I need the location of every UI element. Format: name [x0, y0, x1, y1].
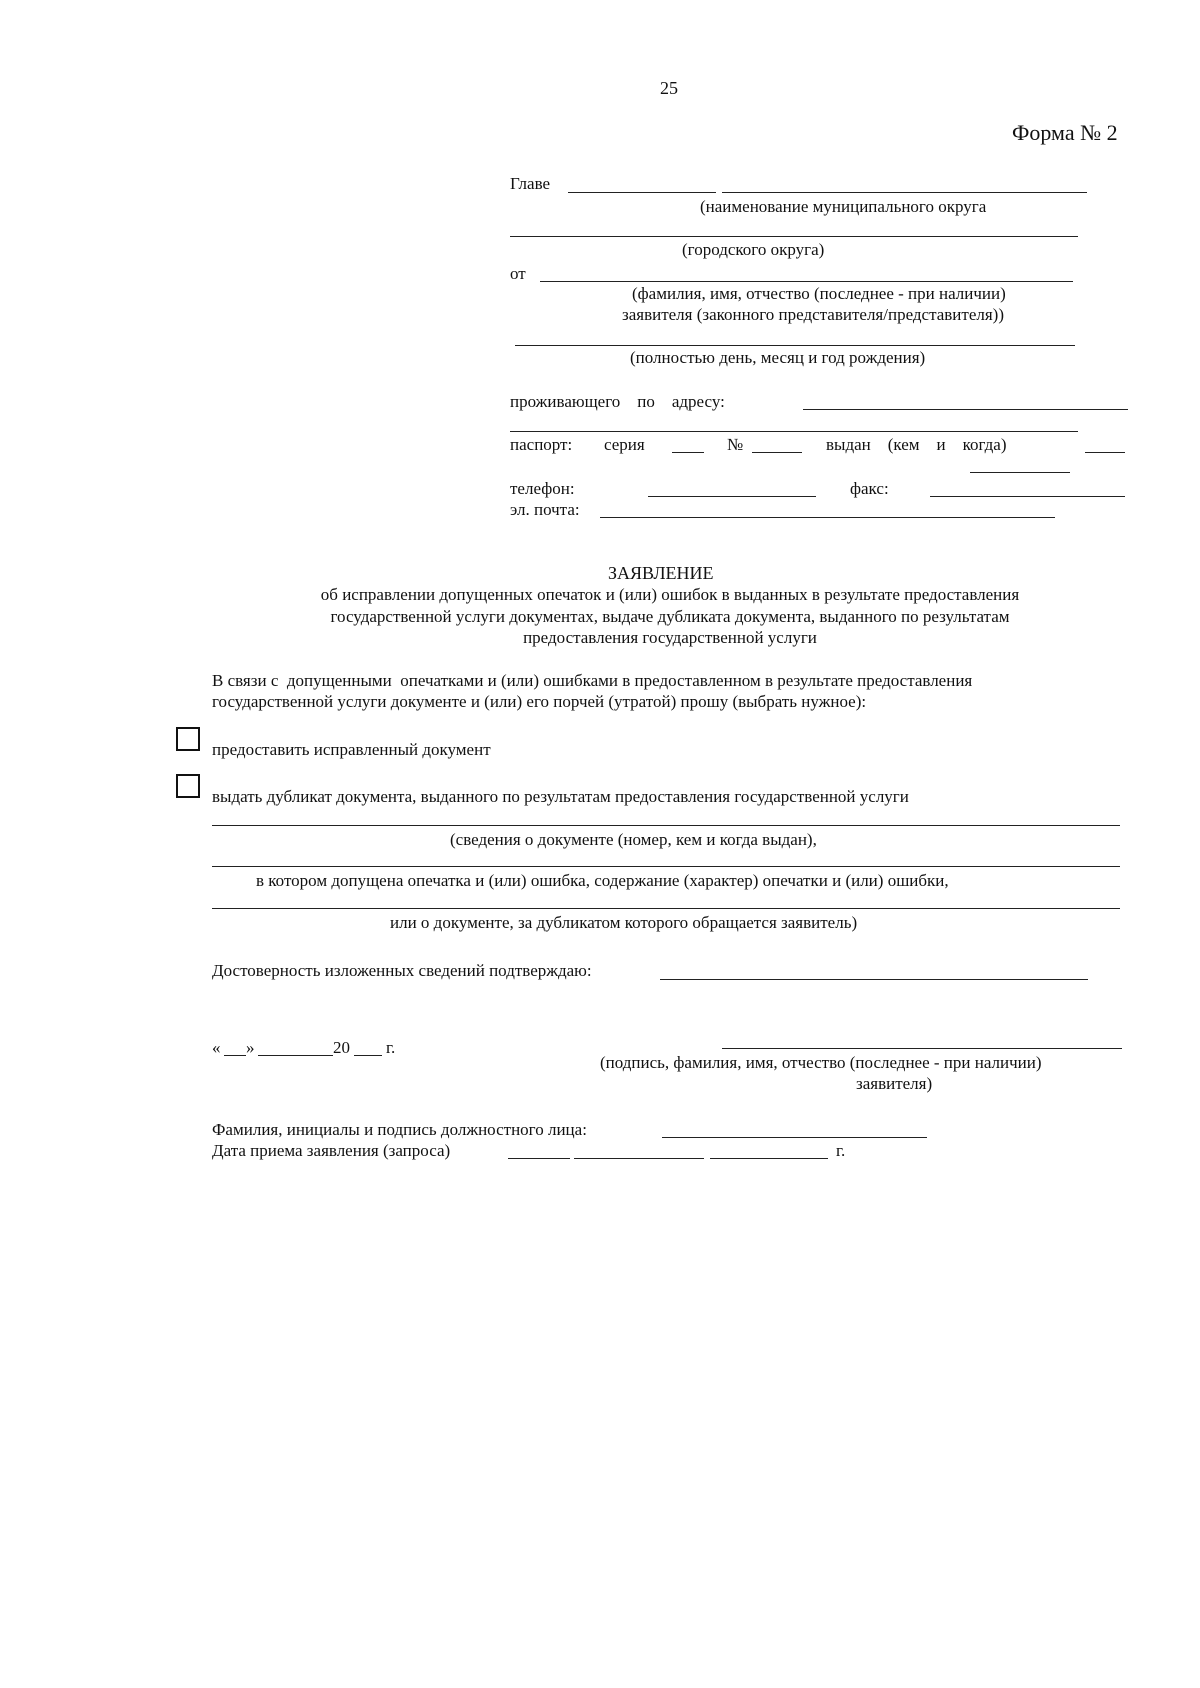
year-suffix: г. [386, 1038, 396, 1057]
receipt-date-label: Дата приема заявления (запроса) [212, 1141, 451, 1160]
birth-date-field[interactable] [515, 345, 1075, 346]
document-heading: ЗАЯВЛЕНИЕ [608, 563, 714, 583]
from-label: от [510, 264, 526, 283]
official-signature-field[interactable] [662, 1137, 927, 1138]
receipt-day-field[interactable] [508, 1158, 570, 1159]
phone-label: телефон: [510, 479, 575, 498]
applicant-signature-field[interactable] [722, 1048, 1122, 1049]
recipient-name-field[interactable] [568, 192, 716, 193]
birth-caption: (полностью день, месяц и год рождения) [630, 348, 926, 367]
doc-caption-1: (сведения о документе (номер, кем и когда выдан), [450, 830, 817, 849]
intro-line-2: государственной услуги документе и (или) его порчей (утратой) прошу (выбрать нужное): [212, 692, 867, 711]
passport-issuer-field[interactable] [1085, 452, 1125, 453]
phone-field[interactable] [648, 496, 816, 497]
municipality-field[interactable] [722, 192, 1087, 193]
city-caption: (городского округа) [682, 240, 825, 259]
date-open-quote: « [212, 1038, 221, 1057]
year-prefix: 20 [333, 1038, 350, 1057]
applicant-name-field[interactable] [540, 281, 1073, 282]
email-field[interactable] [600, 517, 1055, 518]
doc-caption-2: в котором допущена опечатка и (или) ошибка, содержание (характер) опечатки и (или) ошибки, [256, 871, 949, 890]
address-field-2[interactable] [510, 431, 1078, 432]
date-year-field[interactable] [354, 1055, 382, 1056]
document-info-field-1[interactable] [212, 825, 1120, 826]
issued-label: выдан (кем и когда) [826, 435, 1007, 454]
signature-caption-2: заявителя) [856, 1074, 933, 1093]
address-label: проживающего по адресу: [510, 392, 725, 411]
title-line-1: об исправлении допущенных опечаток и (или) ошибок в выданных в результате предоставления [320, 585, 1020, 604]
receipt-month-field[interactable] [574, 1158, 704, 1159]
document-info-field-3[interactable] [212, 908, 1120, 909]
fax-field[interactable] [930, 496, 1125, 497]
intro-line-1: В связи с допущенными опечатками и (или) ошибками в предоставленном в результате предоставления [212, 671, 973, 690]
document-info-field-2[interactable] [212, 866, 1120, 867]
applicant-caption-1: (фамилия, имя, отчество (последнее - при наличии) [632, 284, 1006, 303]
receipt-year-field[interactable] [710, 1158, 828, 1159]
applicant-caption-2: заявителя (законного представителя/представителя)) [622, 305, 1004, 324]
official-label: Фамилия, инициалы и подпись должностного лица: [212, 1120, 587, 1139]
confirm-label: Достоверность изложенных сведений подтверждаю: [212, 961, 592, 980]
email-label: эл. почта: [510, 500, 580, 519]
title-line-3: предоставления государственной услуги [523, 628, 817, 647]
option-corrected-label: предоставить исправленный документ [212, 740, 491, 759]
date-day-field[interactable] [224, 1055, 246, 1056]
passport-issuer-field-2[interactable] [970, 472, 1070, 473]
signature-caption-1: (подпись, фамилия, имя, отчество (последнее - при наличии) [600, 1053, 1042, 1072]
passport-label: паспорт: [510, 435, 573, 454]
series-label: серия [604, 435, 645, 454]
date-close-quote: » [246, 1038, 255, 1057]
option-duplicate-checkbox[interactable] [176, 774, 200, 798]
date-month-field[interactable] [258, 1055, 333, 1056]
address-field[interactable] [803, 409, 1128, 410]
doc-caption-3: или о документе, за дубликатом которого обращается заявитель) [390, 913, 858, 932]
passport-series-field[interactable] [672, 452, 704, 453]
to-label: Главе [510, 174, 551, 193]
number-label: № [727, 435, 744, 454]
passport-number-field[interactable] [752, 452, 802, 453]
option-duplicate-label: выдать дубликат документа, выданного по результатам предоставления государственной услуги [212, 787, 909, 806]
receipt-date-suffix: г. [836, 1141, 846, 1160]
confirm-signature-field[interactable] [660, 979, 1088, 980]
municipality-field-2[interactable] [510, 236, 1078, 237]
option-corrected-checkbox[interactable] [176, 727, 200, 751]
fax-label: факс: [850, 479, 889, 498]
title-line-2: государственной услуги документах, выдаче дубликата документа, выданного по результатам [330, 607, 1010, 626]
municipal-caption: (наименование муниципального округа [700, 197, 987, 216]
page-number: 25 [660, 78, 678, 98]
form-label: Форма № 2 [1012, 120, 1118, 145]
